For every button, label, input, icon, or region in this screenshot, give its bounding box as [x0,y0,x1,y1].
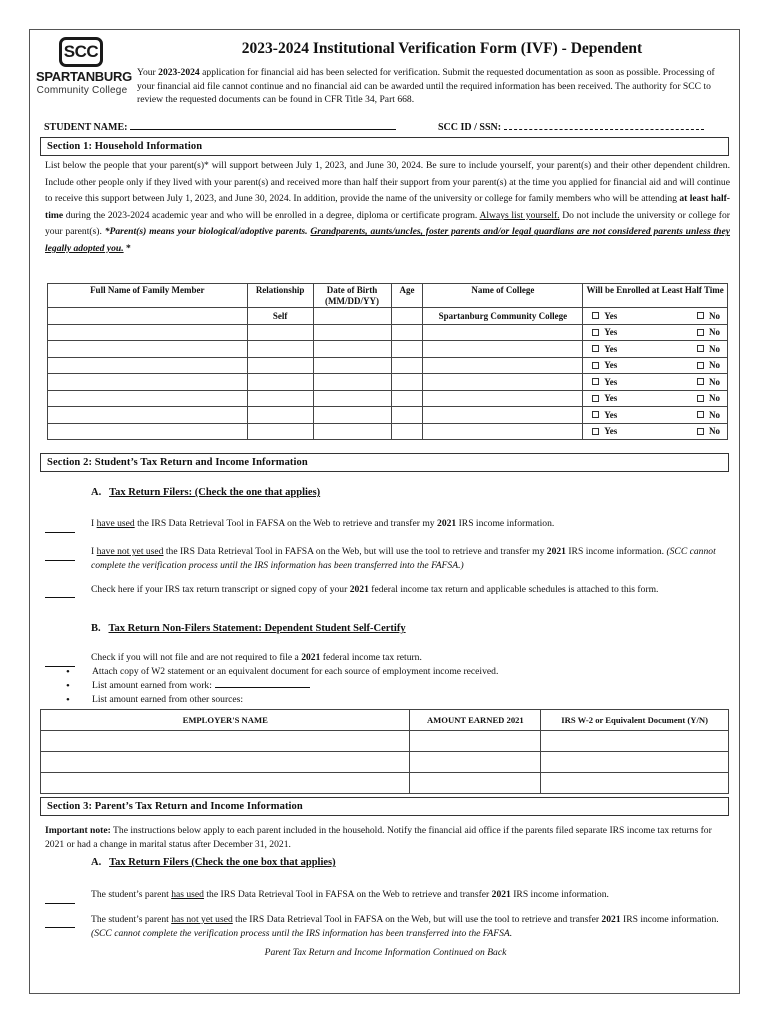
yes-label: Yes [604,310,618,321]
no-label: No [709,343,720,354]
enrolled-cell [583,357,728,374]
student-id-row [44,120,734,133]
s2-b-letter: B. [91,623,101,634]
no-option[interactable] [697,327,720,337]
bullet-item [66,693,498,707]
s2-a2-pre: I [91,546,97,557]
bullet-work-amount: List amount earned from work: [92,680,212,691]
checkbox-icon[interactable] [697,411,704,418]
col-college: Name of College [423,284,583,308]
age-cell[interactable] [391,390,423,407]
s2-a1-text [91,517,731,531]
s3-p1-post: IRS income information. [510,889,609,900]
s3-p1-checkline[interactable] [45,894,75,904]
s3-p2-mid: the IRS Data Retrieval Tool in FAFSA on the Web, but will use the tool to retrieve and transfer [232,914,602,925]
section3-heading: Section 3: Parent’s Tax Return and Income Information [40,797,729,816]
dob-cell[interactable] [313,357,391,374]
relationship-cell[interactable] [247,374,313,391]
amount-cell[interactable] [410,752,541,773]
yes-option[interactable] [592,393,617,403]
household-row [48,374,728,391]
no-label: No [709,426,720,437]
intro-paragraph [137,66,732,107]
household-row [48,357,728,374]
yes-option[interactable] [592,344,617,354]
household-row [48,341,728,358]
bullet-item [66,665,498,679]
no-label: No [709,360,720,371]
relationship-cell[interactable] [247,341,313,358]
s2-a2-text [91,545,731,572]
enrolled-cell [583,324,728,341]
dob-cell[interactable] [313,390,391,407]
s3-p1-underlined: has used [171,889,204,900]
bullet-other-sources: List amount earned from other sources: [92,694,244,705]
s2-a1-checkline[interactable] [45,523,75,533]
relationship-cell: Self [247,308,313,325]
checkbox-icon[interactable] [697,329,704,336]
yes-option[interactable] [592,410,617,420]
s2-bullet-list [66,665,498,707]
s2-a3-text [91,583,731,597]
s2-b1-pre: Check if you will not file and are not required to file a [91,652,302,663]
yes-option[interactable] [592,311,617,321]
relationship-cell[interactable] [247,324,313,341]
college-cell[interactable] [423,407,583,424]
employer-cell[interactable] [41,731,410,752]
col-enrolled: Will be Enrolled at Least Half Time [583,284,728,308]
s2-a-title: Tax Return Filers: (Check the one that applies) [109,487,321,498]
s1-always-list: Always list yourself. [479,209,560,221]
no-label: No [709,327,720,338]
dob-cell[interactable] [313,324,391,341]
no-option[interactable] [697,377,720,387]
name-cell[interactable] [48,390,248,407]
s3-p2-text [91,913,731,940]
no-option[interactable] [697,393,720,403]
age-cell[interactable] [391,308,423,325]
section1-instructions [45,158,730,258]
no-option[interactable] [697,410,720,420]
s1-parent-definition: *Parent(s) means your biological/adoptive parents. [104,226,308,238]
employer-row [41,752,729,773]
col-age: Age [391,284,423,308]
dob-cell[interactable] [313,341,391,358]
intro-text: Your [137,67,159,78]
yes-option[interactable] [592,327,617,337]
logo-name: SPARTANBURG [36,69,132,84]
logo-abbr: SCC [59,37,103,67]
household-header-row [48,284,728,308]
checkbox-icon[interactable] [592,378,599,385]
s3-p1-text [91,888,731,902]
checkbox-icon[interactable] [697,312,704,319]
household-row-self [48,308,728,325]
s2-a2-note: (SCC cannot complete the verification process until the IRS information has been transferred into the FAFSA.) [91,546,716,571]
age-cell[interactable] [391,324,423,341]
s2-a2-post: IRS income information. [565,546,667,557]
s2-a1-mid: the IRS Data Retrieval Tool in FAFSA on the Web to retrieve and transfer my [134,518,438,529]
no-label: No [709,409,720,420]
dob-cell[interactable] [313,407,391,424]
no-option[interactable] [697,360,720,370]
col-relationship: Relationship [247,284,313,308]
intro-year: 2023-2024 [158,67,200,78]
name-cell[interactable] [48,357,248,374]
dob-cell[interactable] [313,374,391,391]
enrolled-cell [583,390,728,407]
age-cell[interactable] [391,407,423,424]
s3-p2-note: (SCC cannot complete the verification process until the IRS information has been transferred into the FAFSA. [91,927,513,939]
relationship-cell[interactable] [247,407,313,424]
s3-p2-checkline[interactable] [45,918,75,928]
employer-row [41,773,729,794]
no-label: No [709,376,720,387]
yes-option[interactable] [592,426,617,436]
w2-cell[interactable] [541,773,729,794]
employer-row [41,731,729,752]
checkbox-icon[interactable] [592,411,599,418]
s2-b1-post: federal income tax return. [320,652,422,663]
dob-cell[interactable] [313,308,391,325]
age-cell[interactable] [391,341,423,358]
s2-a2-underlined: have not yet used [96,546,164,557]
yes-label: Yes [604,426,618,437]
enrolled-cell [583,423,728,440]
s2-a3-year: 2021 [349,584,369,595]
bullet-w2: Attach copy of W2 statement or an equivalent document for each source of employment income received. [92,666,499,677]
yes-option[interactable] [592,377,617,387]
s2-a2-checkline[interactable] [45,551,75,561]
employer-header-row [41,710,729,731]
section1-heading: Section 1: Household Information [40,137,729,156]
col-employer-name: EMPLOYER'S NAME [41,710,410,731]
note-text: The instructions below apply to each parent included in the household. Notify the financial aid office if the parents filed separate IRS income tax returns for 2021 or had a change in marital status after December 31, 2021. [45,825,712,850]
s2-subsection-b [91,623,406,634]
s2-a3-post: federal income tax return and applicable schedules is attached to this form. [368,584,659,595]
household-row [48,324,728,341]
employer-cell[interactable] [41,752,410,773]
college-cell[interactable] [423,357,583,374]
no-option[interactable] [697,426,720,436]
s1-text-2: during the 2023-2024 academic year and who will be enrolled in a degree, diploma or certificate program. [63,209,480,221]
college-cell[interactable] [423,423,583,440]
page-title: 2023-2024 Institutional Verification Form (IVF) - Dependent [241,40,643,57]
s2-b1-text [91,651,731,665]
yes-label: Yes [604,360,618,371]
col-w2: IRS W-2 or Equivalent Document (Y/N) [541,710,729,731]
logo-subtitle: Community College [36,85,128,96]
s3-a-title: Tax Return Filers (Check the one box that applies) [109,857,336,868]
yes-label: Yes [604,409,618,420]
form-page [29,29,740,994]
s3-p2-post: IRS income information. [620,914,719,925]
continued-footer: Parent Tax Return and Income Information Continued on Back [264,947,507,958]
yes-label: Yes [604,343,618,354]
s1-grandparents-note: Grandparents, aunts/uncles, foster parents and/or legal guardians are not considered parents unless they legally adopted you. [45,226,731,254]
s2-b-title: Tax Return Non-Filers Statement: Dependent Student Self-Certify [108,623,406,634]
checkbox-icon[interactable] [592,312,599,319]
s3-p1-mid: the IRS Data Retrieval Tool in FAFSA on the Web to retrieve and transfer [203,889,492,900]
yes-label: Yes [604,393,618,404]
w2-cell[interactable] [541,752,729,773]
col-amount-earned: AMOUNT EARNED 2021 [410,710,541,731]
college-cell[interactable] [423,324,583,341]
employer-table [40,709,729,794]
dob-cell[interactable] [313,423,391,440]
s2-a2-mid: the IRS Data Retrieval Tool in FAFSA on the Web, but will use the tool to retrieve and transfer my [163,546,547,557]
col-dob: Date of Birth (MM/DD/YY) [313,284,391,308]
scc-logo [36,37,132,99]
col-full-name: Full Name of Family Member [48,284,248,308]
checkbox-icon[interactable] [697,428,704,435]
yes-option[interactable] [592,360,617,370]
name-cell[interactable] [48,341,248,358]
scc-id-label: SCC ID / SSN: [438,122,502,133]
checkbox-icon[interactable] [592,428,599,435]
household-table [47,283,728,440]
s2-a1-pre: I [91,518,97,529]
s1-text-3: Do not include the university or college for your parent(s). [45,209,730,238]
yes-label: Yes [604,376,618,387]
checkbox-icon[interactable] [592,345,599,352]
relationship-cell[interactable] [247,390,313,407]
college-cell[interactable] [423,341,583,358]
scc-id-field[interactable] [504,120,704,130]
s2-a1-post: IRS income information. [456,518,555,529]
checkbox-icon[interactable] [592,395,599,402]
s3-p2-pre: The student’s parent [91,914,172,925]
s2-subsection-a [91,487,320,498]
age-cell[interactable] [391,423,423,440]
s2-a3-checkline[interactable] [45,588,75,598]
checkbox-icon[interactable] [697,378,704,385]
intro-text-rest: application for financial aid has been selected for verification. Submit the requested documentation as soon as possible. Processing of your financial aid file cannot continue and no financial aid can be awarded until the required information has been received. The authority for SCC to review the requested documents can be found in CFR Title 34, Part 668. [137,67,715,105]
relationship-cell[interactable] [247,423,313,440]
yes-label: Yes [604,327,618,338]
enrolled-cell [583,374,728,391]
college-cell[interactable] [423,390,583,407]
student-name-label: STUDENT NAME: [44,122,128,133]
checkbox-icon[interactable] [697,345,704,352]
college-cell: Spartanburg Community College [423,308,583,325]
s2-a1-year: 2021 [437,518,457,529]
enrolled-cell [583,341,728,358]
checkbox-icon[interactable] [592,362,599,369]
college-cell[interactable] [423,374,583,391]
employer-cell[interactable] [41,773,410,794]
amount-cell[interactable] [410,731,541,752]
s2-a-letter: A. [91,487,102,498]
no-option[interactable] [697,311,720,321]
age-cell[interactable] [391,374,423,391]
w2-cell[interactable] [541,731,729,752]
section2-heading: Section 2: Student’s Tax Return and Income Information [40,453,729,472]
s1-asterisk: * [123,242,131,254]
s3-subsection-a [91,857,336,868]
work-amount-field[interactable] [215,679,310,688]
name-cell[interactable] [48,324,248,341]
checkbox-icon[interactable] [697,395,704,402]
checkbox-icon[interactable] [592,329,599,336]
note-label: Important note: [45,825,111,836]
no-label: No [709,310,720,321]
name-cell[interactable] [48,308,248,325]
enrolled-cell [583,407,728,424]
no-option[interactable] [697,344,720,354]
name-cell[interactable] [48,374,248,391]
student-name-field[interactable] [130,120,396,130]
s3-p1-year: 2021 [491,889,511,900]
bullet-item [66,679,498,693]
name-cell[interactable] [48,423,248,440]
amount-cell[interactable] [410,773,541,794]
no-label: No [709,393,720,404]
s2-a3-pre: Check here if your IRS tax return transcript or signed copy of your [91,584,350,595]
s3-p2-year: 2021 [601,914,621,925]
name-cell[interactable] [48,407,248,424]
household-row [48,407,728,424]
s2-a2-year: 2021 [546,546,566,557]
s3-a-letter: A. [91,857,102,868]
s2-a1-underlined: have used [96,518,135,529]
household-row [48,423,728,440]
s3-p2-underlined: has not yet used [171,914,233,925]
checkbox-icon[interactable] [697,362,704,369]
s1-text-1: List below the people that your parent(s)* will support between July 1, 2023, and June 30, 2024. Be sure to include yourself, your parent(s) and their other dependent children. Include other people only if they lived with your parent(s) and received more than half their support from your parent(s) at the time you applied for financial aid and will continue to receive this support between July 1, 2023, and June 30, 2024. In addition, provide the name of the university or college for family members who will be attending [45,160,730,205]
household-row [48,390,728,407]
age-cell[interactable] [391,357,423,374]
enrolled-cell [583,308,728,325]
s3-important-note [45,824,730,852]
s2-b1-year: 2021 [301,652,321,663]
s3-p1-pre: The student’s parent [91,889,172,900]
s1-halftime: at least half-time [45,193,731,221]
relationship-cell[interactable] [247,357,313,374]
